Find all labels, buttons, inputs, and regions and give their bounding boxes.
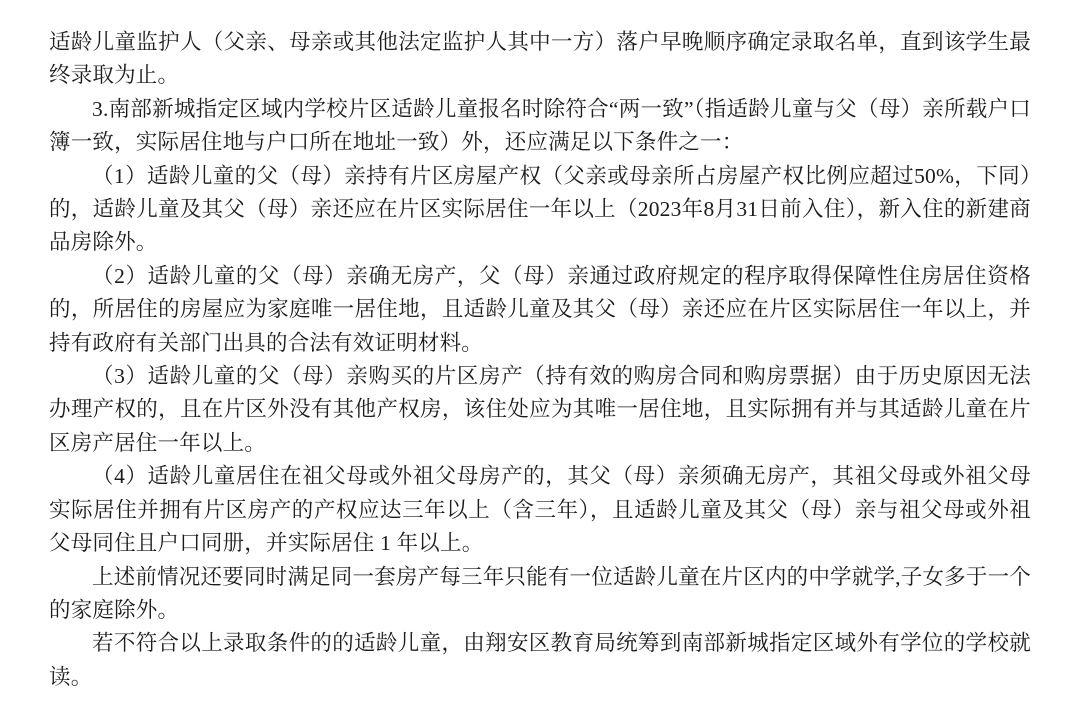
paragraph-condition-4: （4）适龄儿童居住在祖父母或外祖父母房产的，其父（母）亲须确无房产，其祖父母或外祖父母实际居住并拥有片区房产的产权应达三年以上（含三年），且适龄儿童及其父（母）亲与祖父母或外祖父母同住且户口同册，并实际居住 1 年以上。 <box>49 464 1031 556</box>
paragraph-additional-rule: 上述前情况还要同时满足同一套房产每三年只能有一位适龄儿童在片区内的中学就学,子女多于一个的家庭除外。 <box>49 564 1031 622</box>
paragraph-item-3: 3.南部新城指定区域内学校片区适龄儿童报名时除符合“两一致”（指适龄儿童与父（母）亲所载户口簿一致，实际居住地与户口所在地址一致）外，还应满足以下条件之一： <box>49 96 1031 155</box>
paragraph-continuation: 适龄儿童监护人（父亲、母亲或其他法定监护人其中一方）落户早晚顺序确定录取名单，直到该学生最终录取为止。 <box>49 30 1031 88</box>
paragraph-condition-1: （1）适龄儿童的父（母）亲持有片区房屋产权（父亲或母亲所占房屋产权比例应超过50%，下同）的，适龄儿童及其父（母）亲还应在片区实际居住一年以上（2023年8月31日前入住），新入住的新建商品房除外。 <box>49 163 1031 255</box>
paragraph-condition-2: （2）适龄儿童的父（母）亲确无房产，父（母）亲通过政府规定的程序取得保障性住房居住资格的，所居住的房屋应为家庭唯一居住地，且适龄儿童及其父（母）亲还应在片区实际居住一年以上，并持有政府有关部门出具的合法有效证明材料。 <box>49 263 1031 355</box>
paragraph-condition-3: （3）适龄儿童的父（母）亲购买的片区房产（持有效的购房合同和购房票据）由于历史原因无法 办理产权的，且在片区外没有其他产权房，该住处应为其唯一居住地，且实际拥有并与其适龄儿童在片区房产居住一年以上。 <box>49 364 1031 455</box>
paragraph-fallback-rule: 若不符合以上录取条件的的适龄儿童，由翔安区教育局统筹到南部新城指定区域外有学位的学校就读。 <box>49 631 1031 689</box>
document-content <box>49 26 1031 694</box>
